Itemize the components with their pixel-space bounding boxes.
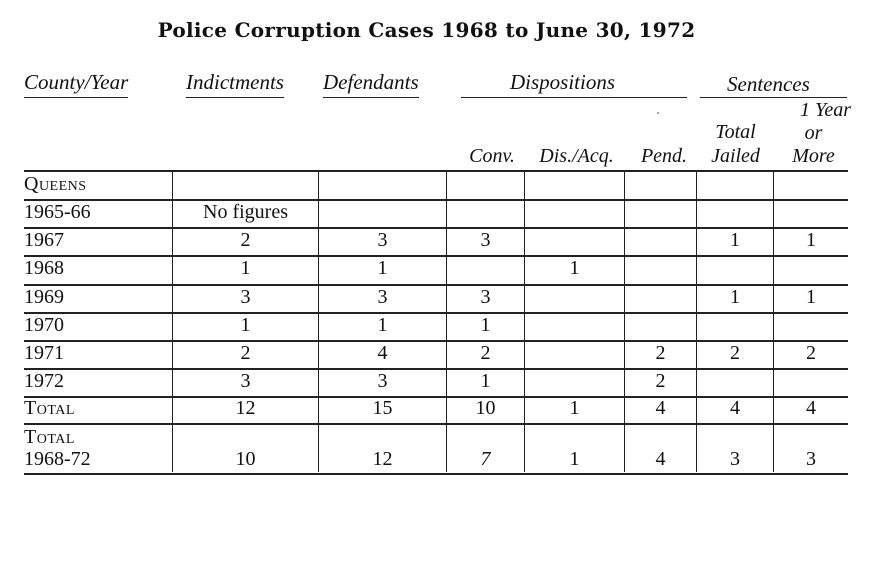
cell-conv: 3 — [480, 286, 491, 308]
cell-conv: 1 — [480, 314, 491, 336]
header-total-jailed-1: Total — [715, 121, 756, 143]
col-divider — [773, 172, 774, 472]
cell-conv: 1 — [480, 370, 491, 392]
cell-defendants: 15 — [372, 397, 393, 419]
cell-indictments: 1 — [240, 314, 251, 336]
col-divider — [696, 172, 697, 472]
row-label: 1970 — [24, 314, 64, 336]
cell-jailed: 1 — [730, 229, 740, 251]
cell-jailed: 2 — [730, 342, 740, 364]
cell-pend: 2 — [655, 370, 666, 392]
cell-dis-acq: 1 — [569, 397, 580, 419]
cell-indictments: 1 — [240, 257, 251, 279]
header-county-year: County/Year — [24, 70, 128, 98]
cell-conv: 10 — [475, 397, 496, 419]
cell-jailed: 1 — [730, 286, 740, 308]
cell-defendants: 3 — [377, 229, 388, 251]
cell-dis-acq: 1 — [569, 257, 580, 279]
cell-dis-acq: 1 — [569, 448, 580, 470]
col-divider — [624, 172, 625, 472]
cell-jailed: 4 — [730, 397, 740, 419]
cell-defendants: 12 — [372, 448, 393, 470]
cell-pend: 4 — [655, 448, 666, 470]
cell-defendants: 3 — [377, 370, 388, 392]
row-label: 1965-66 — [24, 201, 91, 223]
table-title: Police Corruption Cases 1968 to June 30, 1972 — [157, 18, 696, 42]
header-pend: Pend. — [640, 145, 688, 167]
rule-header-bottom — [24, 170, 848, 172]
sentences-underline — [700, 97, 847, 98]
cell-defendants: 1 — [377, 314, 388, 336]
row-label: 1968 — [24, 257, 64, 279]
header-one-year-2: or — [804, 122, 823, 144]
cell-conv: 3 — [480, 229, 491, 251]
header-defendants: Defendants — [323, 70, 419, 98]
header-sentences: Sentences — [727, 72, 810, 96]
cell-conv: 7 — [480, 448, 491, 470]
cell-one-year: 1 — [806, 286, 816, 308]
cell-one-year: 2 — [806, 342, 816, 364]
row-label-queens: Queens — [24, 173, 87, 195]
row-label: 1971 — [24, 342, 64, 364]
row-label: 1969 — [24, 286, 64, 308]
rule-row — [24, 199, 848, 201]
row-label-total-1968-72: 1968-72 — [24, 448, 91, 470]
rule-table-bottom — [24, 473, 848, 475]
row-label: 1972 — [24, 370, 64, 392]
cell-indictments: 2 — [240, 342, 251, 364]
cell-indictments: 2 — [240, 229, 251, 251]
header-conv: Conv. — [469, 145, 515, 167]
cell-jailed: 3 — [730, 448, 740, 470]
cell-conv: 2 — [480, 342, 491, 364]
cell-one-year: 4 — [806, 397, 816, 419]
cell-one-year: 3 — [806, 448, 816, 470]
dispositions-underline — [461, 97, 687, 98]
cell-pend: 2 — [655, 342, 666, 364]
header-indictments: Indictments — [186, 70, 284, 98]
cell-indictments: 12 — [235, 397, 256, 419]
cell-indictments: No figures — [203, 201, 288, 223]
header-dispositions: Dispositions — [510, 70, 616, 94]
cell-one-year: 1 — [806, 229, 816, 251]
rule-row — [24, 423, 848, 425]
row-label: 1967 — [24, 229, 64, 251]
col-divider — [524, 172, 525, 472]
stray-dot — [657, 112, 659, 114]
header-total-jailed-2: Jailed — [711, 145, 760, 167]
header-dis-acq: Dis./Acq. — [539, 145, 614, 167]
header-one-year-3: More — [792, 145, 835, 167]
cell-defendants: 4 — [377, 342, 388, 364]
row-label-total: Total — [24, 397, 75, 419]
row-label-total-1968-72: Total — [24, 426, 75, 448]
cell-indictments: 10 — [235, 448, 256, 470]
header-one-year-1: 1 Year — [800, 99, 851, 121]
cell-indictments: 3 — [240, 286, 251, 308]
cell-defendants: 3 — [377, 286, 388, 308]
cell-defendants: 1 — [377, 257, 388, 279]
cell-indictments: 3 — [240, 370, 251, 392]
cell-pend: 4 — [655, 397, 666, 419]
